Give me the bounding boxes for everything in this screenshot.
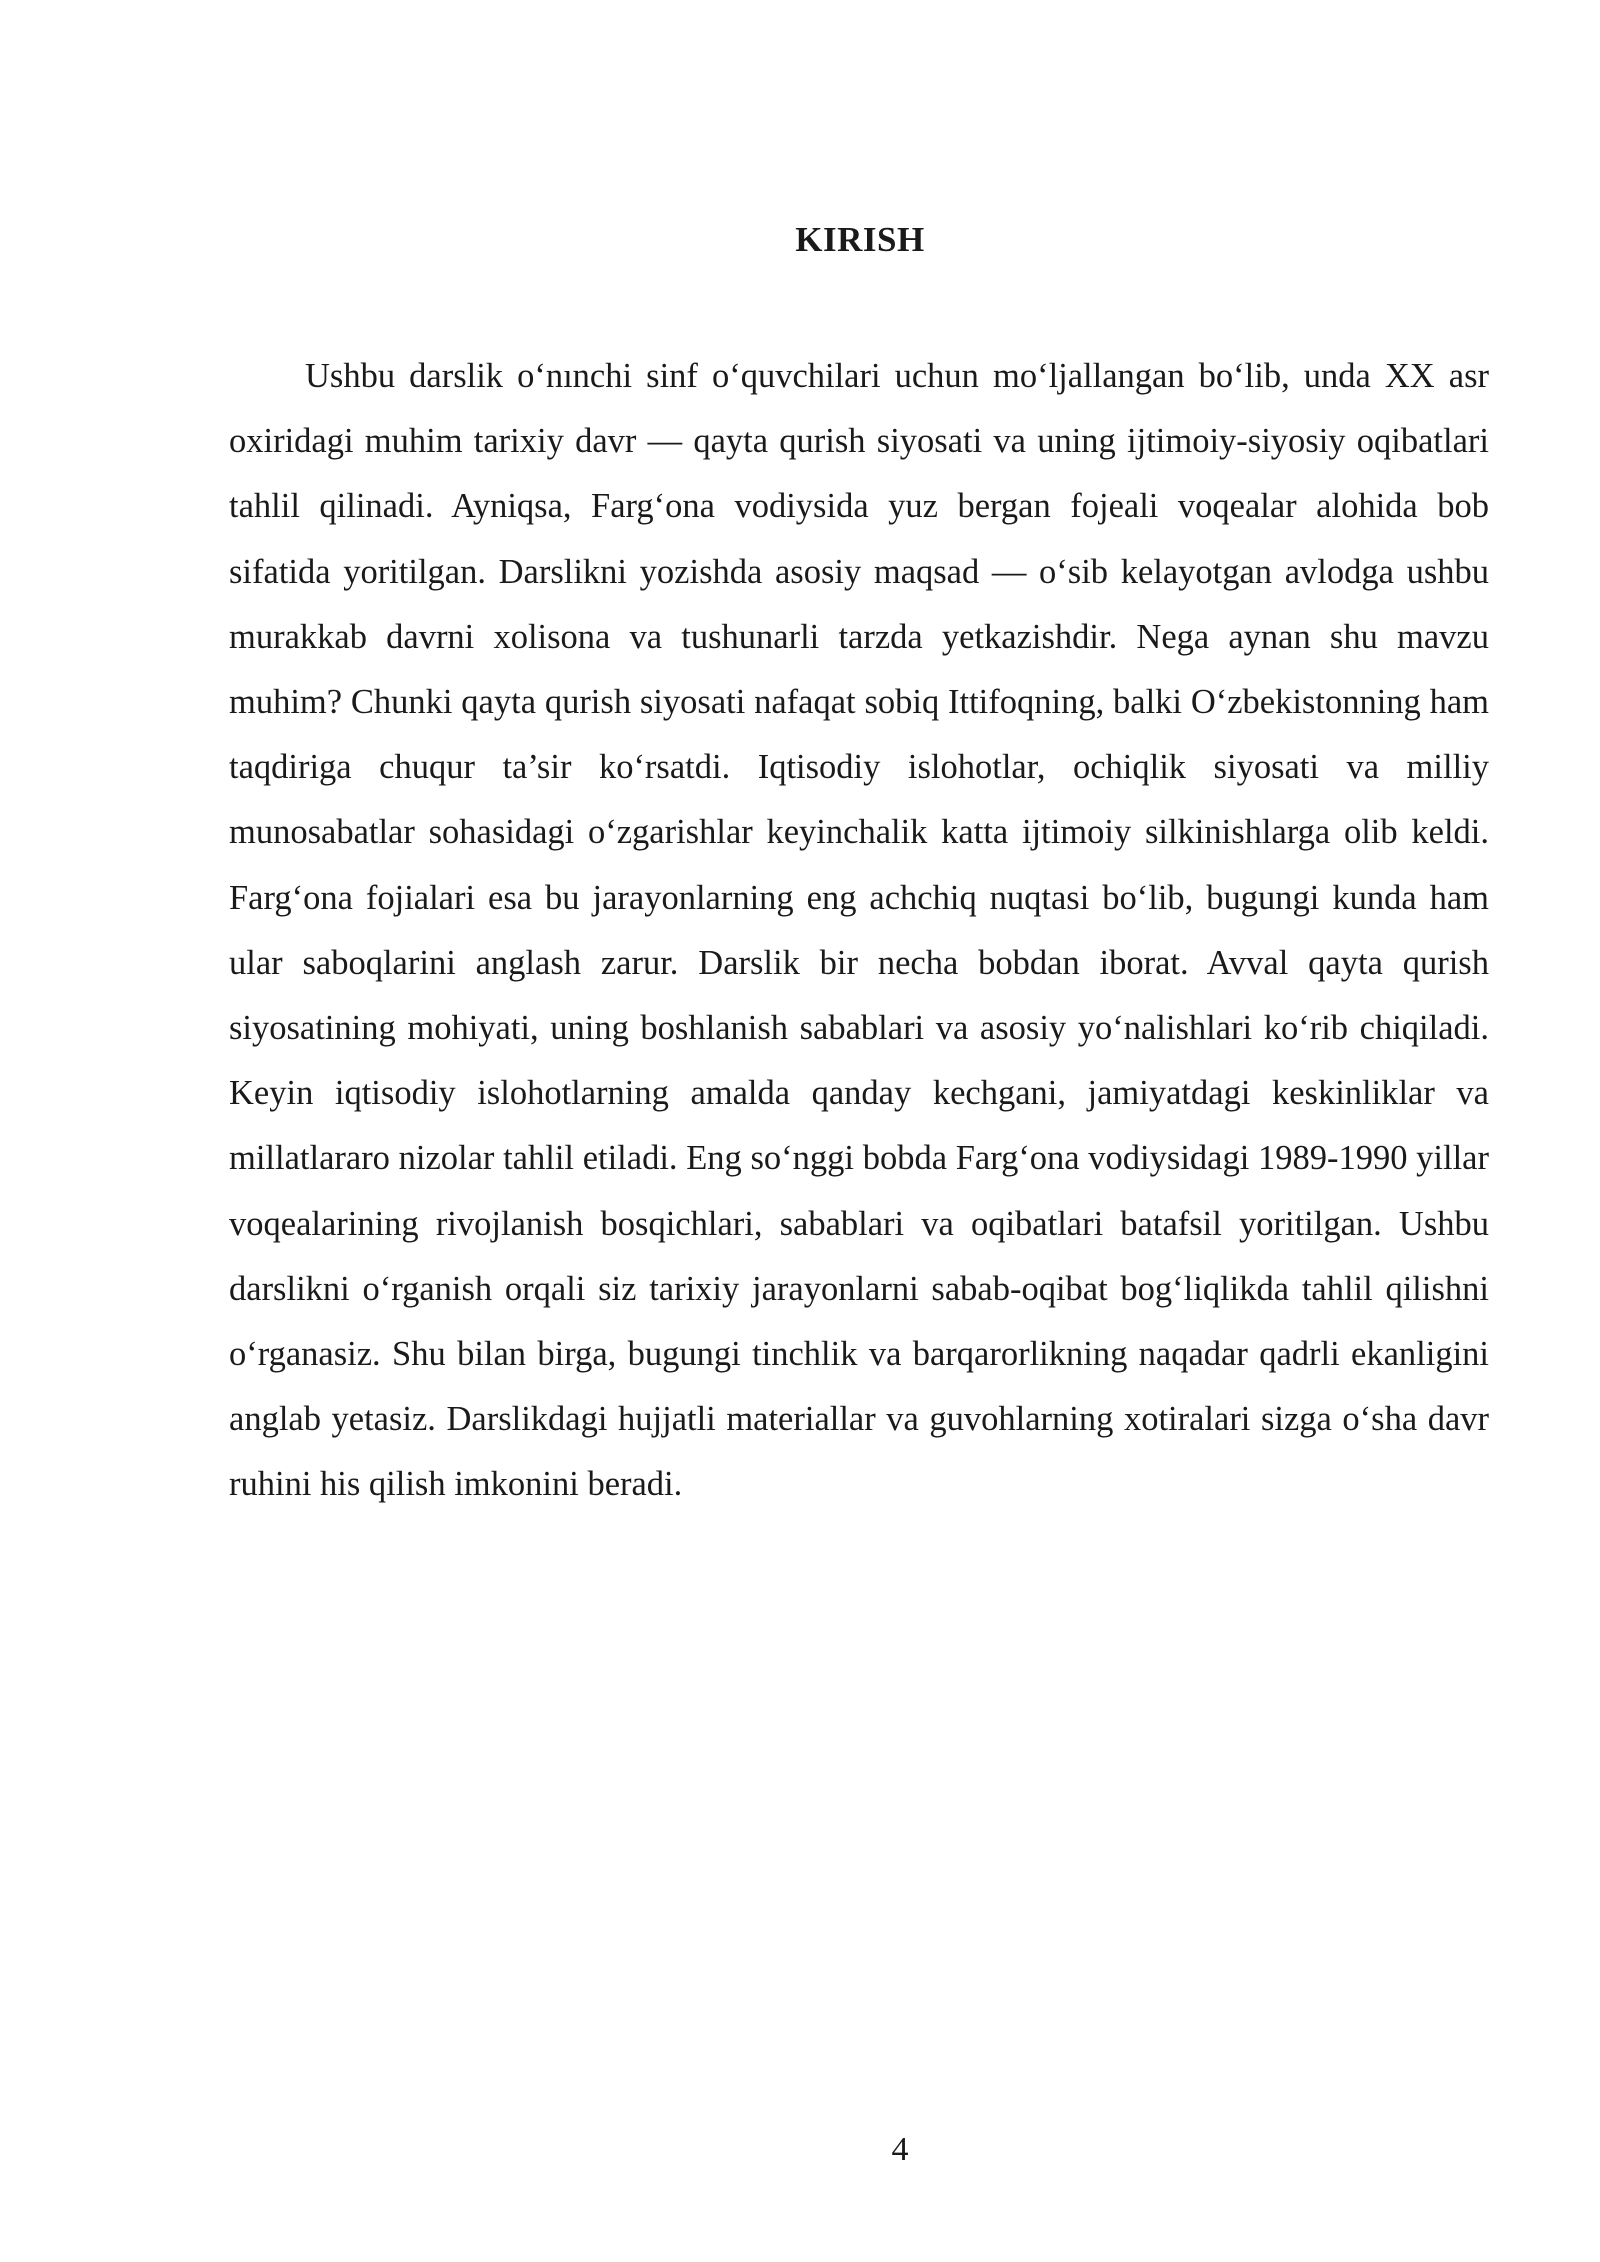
body-paragraph: Ushbu darslik o‘nınchi sinf o‘quvchilari uchun mo‘ljallangan bo‘lib, unda XX asr oxiridagi muhim tarixiy davr — qayta qurish siyosati va uning ijtimoiy-siyosiy oqibatlari tahlil qilinadi. Ayniqsa, Farg‘ona vodiysida yuz bergan fojeali voqealar alohida bob sifatida yoritilgan. Darslikni yozishda asosiy maqsad — o‘sib kelayotgan avlodga ushbu murakkab davrni xolisona va tushunarli tarzda yetkazishdir. Nega aynan shu mavzu muhim? Chunki qayta qurish siyosati nafaqat sobiq Ittifoqning, balki O‘zbekistonning ham taqdiriga chuqur ta’sir ko‘rsatdi. Iqtisodiy islohotlar, ochiqlik siyosati va milliy munosabatlar sohasidagi o‘zgarishlar keyinchalik katta ijtimoiy silkinishlarga olib keldi. Farg‘ona fojialari esa bu jarayonlarning eng achchiq nuqtasi bo‘lib, bugungi kunda ham ular saboqlarini anglash zarur. Darslik bir necha bobdan iborat. Avval qayta qurish siyosatining mohiyati, uning boshlanish sabablari va asosiy yo‘nalishlari ko‘rib chiqiladi. Keyin iqtisodiy islohotlarning amalda qanday kechgani, jamiyatdagi keskinliklar va millatlararo nizolar tahlil etiladi. Eng so‘nggi bobda Farg‘ona vodiysidagi 1989-1990 yillar voqealarining rivojlanish bosqichlari, sabablari va oqibatlari batafsil yoritilgan. Ushbu darslikni o‘rganish orqali siz tarixiy jarayonlarni sabab-oqibat bog‘liqlikda tahlil qilishni o‘rganasiz. Shu bilan birga, bugungi tinchlik va barqarorlikning naqadar qadrli ekanligini anglab yetasiz. Darslikdagi hujjatli materiallar va guvohlarning xotiralari sizga o‘sha davr ruhini his qilish imkonini beradi.	[229, 357, 1489, 1504]
page-number: 4	[891, 2131, 909, 2168]
page-title: KIRISH	[795, 220, 925, 259]
